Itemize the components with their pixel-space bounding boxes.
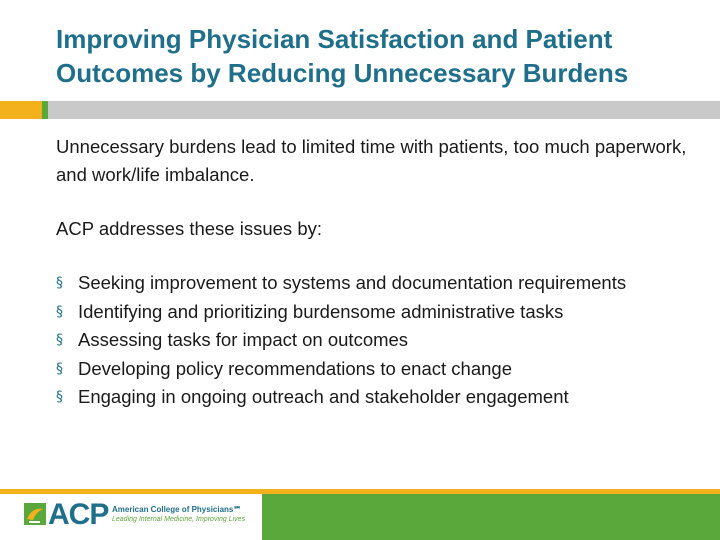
- slide-title: [56, 22, 696, 90]
- bullet-item: [56, 298, 696, 327]
- bullet-icon: §: [56, 389, 63, 405]
- bullet-list: [56, 269, 696, 412]
- intro-paragraph: Unnecessary burdens lead to limited time with patients, too much paperwork, and work/life imbalance.: [56, 136, 687, 185]
- bullet-text: Identifying and prioritizing burdensome administrative tasks: [78, 300, 564, 322]
- bullet-icon: §: [56, 303, 63, 320]
- title-divider-accent: [0, 101, 42, 119]
- bullet-icon: §: [56, 332, 63, 348]
- bullet-item: [56, 326, 696, 355]
- bullet-text: Engaging in ongoing outreach and stakeholder engagement: [78, 386, 569, 407]
- footer-bar: [262, 494, 720, 540]
- page-number: 7: [677, 480, 684, 492]
- bullet-item: [56, 383, 696, 412]
- bullet-icon: §: [56, 275, 63, 291]
- bullet-item: [56, 269, 696, 298]
- acp-logo-subtext: [112, 505, 262, 525]
- bullet-text: Assessing tasks for impact on outcomes: [78, 329, 409, 350]
- acp-logo-wordmark: ACP: [48, 498, 109, 531]
- bullet-icon: §: [56, 360, 63, 377]
- slide-body: [56, 133, 696, 412]
- acp-logo-icon: [24, 503, 46, 525]
- acp-tagline: Leading Internal Medicine, Improving Lives: [112, 516, 246, 523]
- title-divider-gray: [48, 101, 720, 119]
- bullet-text: Seeking improvement to systems and documentation requirements: [78, 272, 627, 293]
- bullet-item: [56, 355, 696, 384]
- acp-org-name: American College of Physicians℠: [112, 505, 242, 514]
- lead-in-paragraph: ACP addresses these issues by:: [56, 218, 322, 239]
- bullet-text: Developing policy recommendations to enact change: [78, 357, 512, 379]
- slide-title-line-2: Outcomes by Reducing Unnecessary Burdens: [56, 58, 629, 88]
- slide-title-line-1: Improving Physician Satisfaction and Patient: [56, 24, 613, 54]
